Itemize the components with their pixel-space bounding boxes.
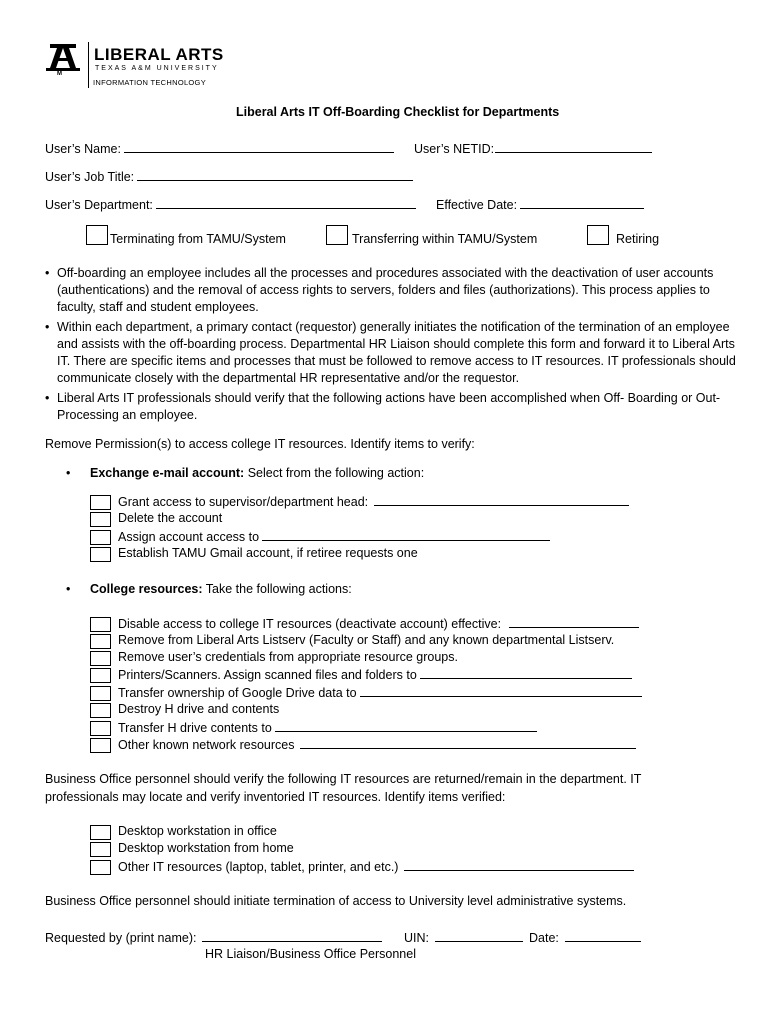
printers-scanners-checkbox[interactable] xyxy=(90,668,111,683)
business-verify-line2: professionals may locate and verify inventoried IT resources. Identify items verified: xyxy=(45,790,506,804)
grant-access-field[interactable] xyxy=(374,493,629,506)
department-field[interactable] xyxy=(156,196,416,209)
users-netid-field[interactable] xyxy=(495,140,652,153)
page-title: Liberal Arts IT Off-Boarding Checklist for Departments xyxy=(236,105,560,119)
desktop-home-checkbox[interactable] xyxy=(90,842,111,857)
department-row xyxy=(45,196,416,214)
disable-access-label: Disable access to college IT resources (deactivate account) effective: xyxy=(118,617,502,631)
printers-scanners-label: Printers/Scanners. Assign scanned files and folders to xyxy=(118,668,417,682)
other-network-checkbox[interactable] xyxy=(90,738,111,753)
delete-account-checkbox[interactable] xyxy=(90,512,111,527)
uin-field[interactable] xyxy=(435,929,523,942)
other-it-row xyxy=(118,858,634,876)
remove-listserv-label: Remove from Liberal Arts Listserv (Faculty or Staff) and any known departmental Listserv. xyxy=(118,633,615,647)
department-label: User’s Department: xyxy=(45,198,153,212)
college-instruction: Take the following actions: xyxy=(205,582,352,596)
terminating-checkbox[interactable] xyxy=(86,225,108,245)
users-netid-label: User’s NETID: xyxy=(414,142,495,156)
college-heading: College resources: xyxy=(90,582,203,596)
google-drive-row xyxy=(118,684,642,702)
uin-label: UIN: xyxy=(404,931,429,945)
college-bullet-icon: • xyxy=(66,582,71,596)
assign-access-checkbox[interactable] xyxy=(90,530,111,545)
exchange-heading: Exchange e-mail account: xyxy=(90,466,245,480)
exchange-bullet-icon: • xyxy=(66,466,71,480)
other-it-checkbox[interactable] xyxy=(90,860,111,875)
list-item xyxy=(45,390,735,425)
grant-access-label: Grant access to supervisor/department head: xyxy=(118,495,369,509)
logo-divider xyxy=(88,42,89,88)
requested-by-label: Requested by (print name): xyxy=(45,931,197,945)
other-network-field[interactable] xyxy=(300,736,636,749)
date-label: Date: xyxy=(529,931,559,945)
other-network-label: Other known network resources xyxy=(118,738,295,752)
list-item xyxy=(45,265,735,317)
svg-text:M: M xyxy=(57,71,62,76)
effective-date-row xyxy=(436,196,644,214)
grant-access-checkbox[interactable] xyxy=(90,495,111,510)
google-drive-field[interactable] xyxy=(360,684,642,697)
job-title-field[interactable] xyxy=(137,168,413,181)
college-heading-row xyxy=(90,581,352,598)
disable-access-checkbox[interactable] xyxy=(90,617,111,632)
list-item xyxy=(45,319,735,389)
remove-listserv-checkbox[interactable] xyxy=(90,634,111,649)
retiring-label: Retiring xyxy=(616,232,660,246)
destroy-h-drive-label: Destroy H drive and contents xyxy=(118,702,280,716)
delete-account-label: Delete the account xyxy=(118,511,223,525)
destroy-h-drive-checkbox[interactable] xyxy=(90,703,111,718)
users-name-row xyxy=(45,140,394,158)
bullet-text: Liberal Arts IT professionals should verify that the following actions have been accomplished when Off- Boarding or Out-Processing an employee. xyxy=(57,391,721,422)
date-row xyxy=(529,929,641,947)
terminating-label: Terminating from TAMU/System xyxy=(110,232,286,246)
exchange-heading-row xyxy=(90,465,424,482)
retiring-checkbox[interactable] xyxy=(587,225,609,245)
printers-scanners-field[interactable] xyxy=(420,666,632,679)
transfer-h-drive-label: Transfer H drive contents to xyxy=(118,721,272,735)
other-it-label: Other IT resources (laptop, tablet, printer, and etc.) xyxy=(118,860,399,874)
transferring-checkbox[interactable] xyxy=(326,225,348,245)
bullet-text: Off-boarding an employee includes all the processes and procedures associated with the deactivation of user accounts (authentications) and the removal of access rights to servers, folders and files (authorizations). This process applies to faculty, staff and student employees. xyxy=(57,266,714,314)
assign-access-row xyxy=(118,528,550,546)
effective-date-field[interactable] xyxy=(520,196,644,209)
date-field[interactable] xyxy=(565,929,641,942)
atm-logo-icon xyxy=(44,44,84,76)
disable-access-field[interactable] xyxy=(509,615,639,628)
establish-gmail-checkbox[interactable] xyxy=(90,547,111,562)
transfer-h-drive-checkbox[interactable] xyxy=(90,721,111,736)
users-netid-row xyxy=(414,140,652,158)
bullet-icon: • xyxy=(45,266,50,280)
effective-date-label: Effective Date: xyxy=(436,198,518,212)
assign-access-label: Assign account access to xyxy=(118,530,260,544)
hr-liaison-role: HR Liaison/Business Office Personnel xyxy=(205,947,416,961)
transfer-h-drive-row xyxy=(118,719,537,737)
assign-access-field[interactable] xyxy=(262,528,550,541)
google-drive-checkbox[interactable] xyxy=(90,686,111,701)
business-verify-line1: Business Office personnel should verify the following IT resources are returned/remain in the department. IT xyxy=(45,772,642,786)
grant-access-row xyxy=(118,493,629,511)
users-name-label: User’s Name: xyxy=(45,142,121,156)
users-name-field[interactable] xyxy=(124,140,394,153)
other-network-row xyxy=(118,736,636,754)
printers-scanners-row xyxy=(118,666,632,684)
other-it-field[interactable] xyxy=(404,858,634,871)
desktop-office-label: Desktop workstation in office xyxy=(118,824,277,838)
desktop-home-label: Desktop workstation from home xyxy=(118,841,294,855)
desktop-office-checkbox[interactable] xyxy=(90,825,111,840)
job-title-row xyxy=(45,168,413,186)
job-title-label: User’s Job Title: xyxy=(45,170,135,184)
bullet-text: Within each department, a primary contact (requestor) generally initiates the notification of the termination of an employee and assists with the off-boarding process. Departmental HR Liaison should complete this form and forward it to Liberal Arts IT. There are specific items and processes that must be followed to remove access to IT resources. IT professionals should communicate closely with the departmental HR representative and/or the requestor. xyxy=(57,320,736,385)
uin-row xyxy=(404,929,523,947)
remove-credentials-checkbox[interactable] xyxy=(90,651,111,666)
bullet-icon: • xyxy=(45,391,50,405)
logo-subtitle: TEXAS A&M UNIVERSITY xyxy=(95,65,219,72)
establish-gmail-label: Establish TAMU Gmail account, if retiree requests one xyxy=(118,546,418,560)
exchange-instruction: Select from the following action: xyxy=(247,466,425,480)
requested-by-field[interactable] xyxy=(202,929,382,942)
business-terminate-text: Business Office personnel should initiate termination of access to University level administrative systems. xyxy=(45,894,627,908)
bullet-icon: • xyxy=(45,320,50,334)
requested-by-row xyxy=(45,929,382,947)
transferring-label: Transferring within TAMU/System xyxy=(352,232,538,246)
google-drive-label: Transfer ownership of Google Drive data to xyxy=(118,686,357,700)
remove-credentials-label: Remove user’s credentials from appropriate resource groups. xyxy=(118,650,458,664)
logo-division: INFORMATION TECHNOLOGY xyxy=(93,78,206,87)
transfer-h-drive-field[interactable] xyxy=(275,719,537,732)
disable-access-row xyxy=(118,615,639,633)
remove-permissions-text: Remove Permission(s) to access college IT resources. Identify items to verify: xyxy=(45,437,475,451)
logo-title: LIBERAL ARTS xyxy=(94,45,224,64)
